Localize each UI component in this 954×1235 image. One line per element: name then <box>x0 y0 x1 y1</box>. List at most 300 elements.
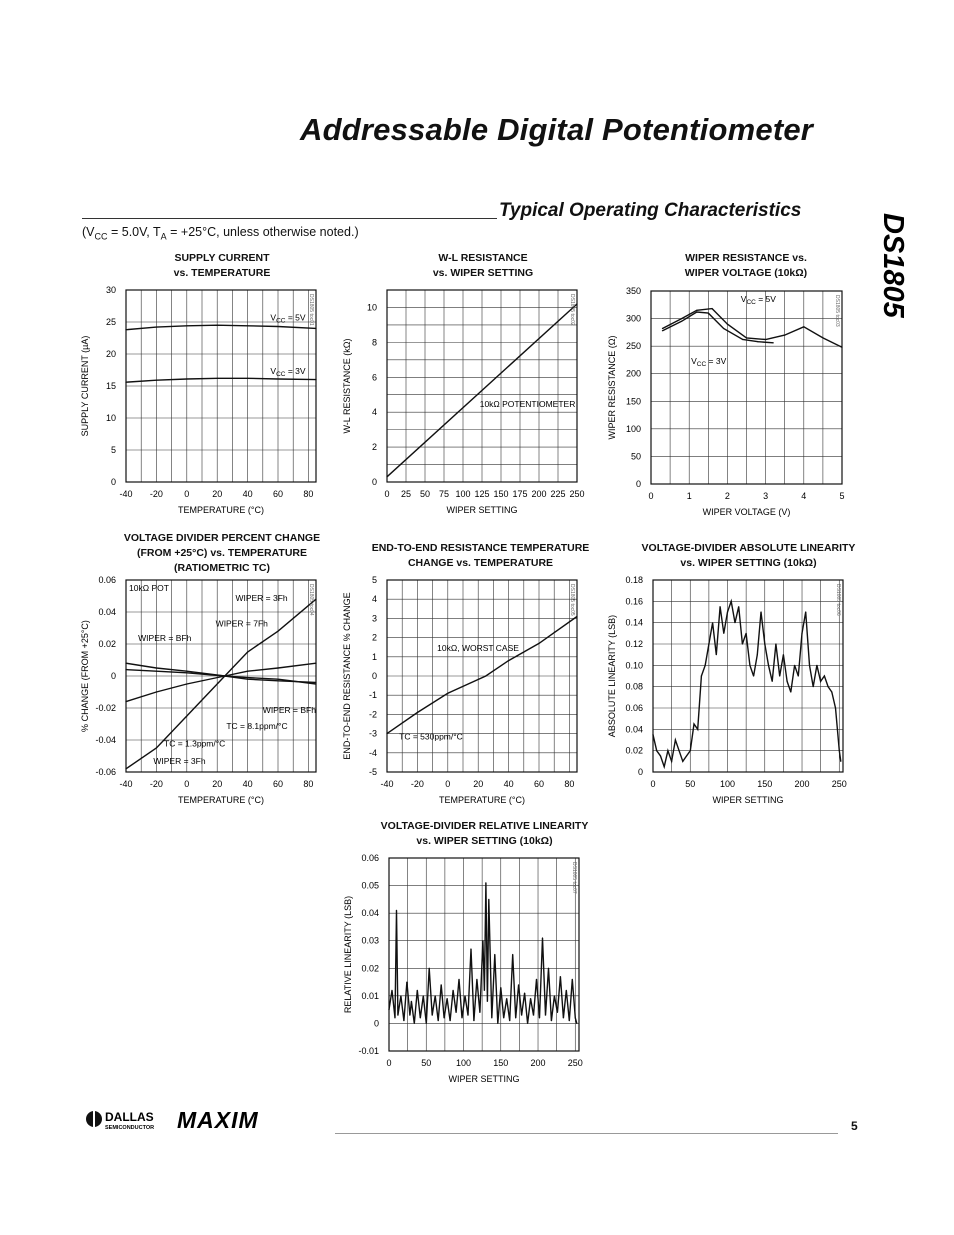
data-point <box>277 679 278 680</box>
data-point <box>125 382 126 383</box>
figure-code: DS1805 toc05 <box>569 584 575 616</box>
chart-title-line: CHANGE vs. TEMPERATURE <box>407 557 554 569</box>
x-tick-label: 250 <box>567 1058 583 1068</box>
data-point <box>545 1015 546 1016</box>
y-tick-label: 0.02 <box>98 639 116 649</box>
conditions-sub: A <box>160 231 167 242</box>
data-point <box>716 654 717 655</box>
data-point <box>576 616 577 617</box>
x-tick-label: 75 <box>438 489 450 499</box>
figure-code: DS1805 toc02 <box>569 294 575 326</box>
data-point <box>809 665 810 666</box>
y-tick-label: 0.14 <box>625 617 643 628</box>
data-point <box>712 308 713 309</box>
data-point <box>515 1017 516 1018</box>
data-point <box>557 1012 558 1013</box>
data-point <box>315 599 316 600</box>
data-point <box>403 1020 404 1021</box>
y-tick-label: 0.03 <box>361 935 379 946</box>
y-tick-label: -0.06 <box>95 767 116 777</box>
data-point <box>839 750 840 751</box>
data-point <box>773 342 774 343</box>
data-point <box>455 1012 456 1013</box>
y-tick-label: 0.18 <box>625 575 643 585</box>
data-point <box>247 651 248 652</box>
figure-code: DS1805 toc06 <box>835 584 841 616</box>
data-point <box>414 1023 415 1024</box>
y-tick-label: -0.01 <box>358 1046 379 1056</box>
x-tick-label: 200 <box>794 779 810 789</box>
y-tick-label: 0.08 <box>625 681 643 692</box>
data-point <box>768 665 769 666</box>
x-tick-label: 50 <box>421 1058 432 1068</box>
data-point <box>712 622 713 623</box>
data-point <box>576 303 577 304</box>
data-point <box>125 329 126 330</box>
x-tick-label: 0 <box>650 779 656 789</box>
y-tick-label: 300 <box>625 313 641 324</box>
data-point <box>156 380 157 381</box>
y-axis-label: END-TO-END RESISTANCE % CHANGE <box>342 592 352 760</box>
data-point <box>509 1020 510 1021</box>
data-point <box>835 707 836 708</box>
y-tick-label: -5 <box>368 767 377 777</box>
data-point <box>435 995 436 996</box>
annotation: 10kΩ, WORST CASE <box>437 643 519 654</box>
data-point <box>749 665 750 666</box>
data-point <box>391 990 392 991</box>
data-point <box>530 998 531 999</box>
y-tick-label: 20 <box>105 349 116 359</box>
data-point <box>452 990 453 991</box>
data-point <box>186 672 187 673</box>
chart-title-line: WIPER RESISTANCE vs. <box>685 252 807 264</box>
data-point <box>787 681 788 682</box>
data-point <box>432 1015 433 1016</box>
data-point <box>681 318 682 319</box>
x-tick-label: 40 <box>242 489 253 499</box>
y-tick-label: 2 <box>371 442 377 453</box>
y-tick-label: 0.06 <box>98 575 116 585</box>
y-tick-label: 0.12 <box>625 639 643 649</box>
data-point <box>386 733 387 734</box>
annotation: WIPER = BFh <box>138 632 192 643</box>
data-point <box>790 691 791 692</box>
data-point <box>503 1017 504 1018</box>
x-tick-label: 175 <box>512 489 528 499</box>
data-point <box>827 686 828 687</box>
data-point <box>719 606 720 607</box>
chart-c7 <box>343 853 583 1084</box>
data-point <box>508 660 509 661</box>
annotation-part: = 5V <box>755 294 776 305</box>
series-line <box>126 378 316 382</box>
annotation-sub: CC <box>696 360 707 368</box>
chart-title-line: WIPER VOLTAGE (10kΩ) <box>684 267 808 279</box>
y-tick-label: 150 <box>625 396 641 407</box>
data-point <box>757 341 758 342</box>
data-point <box>783 654 784 655</box>
data-point <box>656 750 657 751</box>
y-tick-label: 4 <box>371 407 377 418</box>
data-point <box>394 1017 395 1018</box>
data-point <box>738 606 739 607</box>
x-axis-label: WIPER SETTING <box>448 1074 520 1084</box>
x-tick-label: 20 <box>212 779 223 789</box>
chart-c3 <box>607 286 845 517</box>
data-point <box>569 1020 570 1021</box>
data-point <box>156 671 157 672</box>
data-point <box>277 378 278 379</box>
annotation-part: = 3V <box>285 365 306 376</box>
annotation: 10kΩ POTENTIOMETER <box>479 398 576 409</box>
data-point <box>840 761 841 762</box>
data-point <box>186 715 187 716</box>
data-point <box>824 675 825 676</box>
x-tick-label: 50 <box>685 779 696 789</box>
y-tick-label: 2 <box>371 632 377 643</box>
data-point <box>660 755 661 756</box>
data-point <box>727 323 728 324</box>
chart-title-line: END-TO-END RESISTANCE TEMPERATURE <box>371 542 590 554</box>
data-point <box>156 667 157 668</box>
data-point <box>566 990 567 991</box>
y-tick-label: 0 <box>371 477 377 487</box>
data-point <box>277 326 278 327</box>
data-point <box>409 1015 410 1016</box>
data-point <box>315 328 316 329</box>
x-tick-label: -40 <box>119 779 133 789</box>
data-point <box>816 665 817 666</box>
x-tick-label: 4 <box>801 491 807 501</box>
data-point <box>664 766 665 767</box>
annotation: TC = 8.1ppm/°C <box>226 720 288 731</box>
x-tick-label: -40 <box>119 489 133 499</box>
data-point <box>417 990 418 991</box>
x-tick-label: 2 <box>724 491 730 501</box>
chart-title-line: VOLTAGE DIVIDER PERCENT CHANGE <box>123 532 321 544</box>
data-point <box>506 998 507 999</box>
y-tick-label: 0.06 <box>361 853 379 863</box>
x-tick-label: 200 <box>531 489 547 499</box>
data-point <box>734 622 735 623</box>
data-point <box>491 1017 492 1018</box>
data-point <box>727 611 728 612</box>
data-point <box>652 734 653 735</box>
y-tick-label: 3 <box>371 613 377 624</box>
x-axis-label: WIPER VOLTAGE (V) <box>702 507 791 517</box>
chart-title-line: (RATIOMETRIC TC) <box>173 562 271 574</box>
data-point <box>775 643 776 644</box>
x-tick-label: 80 <box>303 779 314 789</box>
y-tick-label: 250 <box>625 341 641 352</box>
data-point <box>125 701 126 702</box>
annotation: WIPER = 7Fh <box>215 618 268 629</box>
figure-code: DS1805 toc07 <box>571 862 577 894</box>
data-point <box>533 1015 534 1016</box>
data-point <box>397 1015 398 1016</box>
data-point <box>458 979 459 980</box>
x-tick-label: 100 <box>455 1058 472 1068</box>
data-point <box>186 671 187 672</box>
conditions-sub: CC <box>94 231 108 242</box>
data-point <box>217 325 218 326</box>
x-tick-label: 100 <box>455 489 471 499</box>
data-point <box>527 1023 528 1024</box>
data-point <box>575 1017 576 1018</box>
data-point <box>794 665 795 666</box>
dallas-logo-text: DALLAS <box>105 1110 154 1124</box>
data-point <box>539 1017 540 1018</box>
y-tick-label: 0 <box>635 479 641 489</box>
annotation-part: V <box>691 355 697 366</box>
y-tick-label: 6 <box>371 372 377 383</box>
data-point <box>441 984 442 985</box>
data-point <box>386 476 387 477</box>
x-tick-label: 40 <box>503 779 514 789</box>
data-point <box>518 984 519 985</box>
y-tick-label: 5 <box>110 445 116 455</box>
data-point <box>696 310 697 311</box>
annotation <box>691 356 726 368</box>
x-tick-label: 5 <box>839 491 845 501</box>
y-tick-label: 0 <box>373 1018 379 1029</box>
data-point <box>482 940 483 941</box>
annotation-sub: CC <box>276 317 286 325</box>
y-tick-label: 0 <box>637 767 643 777</box>
data-point <box>487 1001 488 1002</box>
x-tick-label: 80 <box>564 779 575 789</box>
x-tick-label: 200 <box>530 1058 546 1068</box>
data-point <box>760 611 761 612</box>
y-axis-label: % CHANGE (FROM +25°C) <box>80 620 90 732</box>
chart-c5 <box>342 575 578 805</box>
y-tick-label: 10 <box>366 302 377 313</box>
y-tick-label: -4 <box>368 747 377 758</box>
data-point <box>388 1009 389 1010</box>
annotation <box>270 366 305 378</box>
data-point <box>512 954 513 955</box>
data-point <box>742 643 743 644</box>
page-number: 5 <box>851 1119 858 1133</box>
data-point <box>449 1020 450 1021</box>
x-axis-label: TEMPERATURE (°C) <box>178 795 264 805</box>
y-axis-label: ABSOLUTE LINEARITY (LSB) <box>607 614 617 738</box>
series-line <box>126 325 316 330</box>
annotation: 10kΩ POT <box>129 583 169 594</box>
x-tick-label: 20 <box>212 489 223 499</box>
data-point <box>801 633 802 634</box>
data-point <box>315 682 316 683</box>
data-point <box>746 633 747 634</box>
data-point <box>548 968 549 969</box>
x-tick-label: 125 <box>474 489 490 499</box>
data-point <box>277 631 278 632</box>
data-point <box>524 993 525 994</box>
y-tick-label: 200 <box>625 368 641 379</box>
data-point <box>247 671 248 672</box>
data-point <box>461 1017 462 1018</box>
data-point <box>784 335 785 336</box>
data-point <box>667 750 668 751</box>
x-tick-label: 20 <box>473 779 484 789</box>
data-point <box>444 1017 445 1018</box>
x-tick-label: -20 <box>410 779 424 789</box>
y-tick-label: 1 <box>371 651 377 662</box>
x-tick-label: 0 <box>386 1058 392 1068</box>
x-tick-label: 50 <box>419 489 431 499</box>
x-tick-label: 60 <box>272 779 284 789</box>
data-point <box>156 327 157 328</box>
x-tick-label: 60 <box>272 489 284 499</box>
dallas-logo <box>86 1110 154 1131</box>
x-tick-label: 100 <box>719 779 736 789</box>
data-point <box>247 677 248 678</box>
data-point <box>560 976 561 977</box>
y-tick-label: 0.06 <box>625 703 643 713</box>
maxim-logo: MAXIM <box>177 1107 259 1132</box>
x-tick-label: -20 <box>149 489 163 499</box>
data-point <box>125 669 126 670</box>
x-axis-label: WIPER SETTING <box>712 795 784 805</box>
y-tick-label: 0.10 <box>625 660 643 671</box>
x-tick-label: 0 <box>648 491 654 501</box>
data-point <box>315 683 316 684</box>
data-point <box>156 747 157 748</box>
page-title: Addressable Digital Potentiometer <box>300 112 814 147</box>
data-point <box>551 1020 552 1021</box>
y-tick-label: 0.02 <box>625 745 643 756</box>
x-tick-label: 25 <box>400 489 412 499</box>
section-title: Typical Operating Characteristics <box>499 200 802 221</box>
data-point <box>831 691 832 692</box>
x-tick-label: 0 <box>184 779 190 789</box>
data-point <box>156 691 157 692</box>
data-point <box>420 1017 421 1018</box>
data-point <box>678 750 679 751</box>
conditions-part: = 5.0V, T <box>107 225 161 239</box>
x-axis-label: TEMPERATURE (°C) <box>178 505 264 515</box>
data-point <box>125 663 126 664</box>
x-tick-label: -40 <box>380 779 394 789</box>
data-point <box>400 995 401 996</box>
annotation-sub: CC <box>746 299 756 307</box>
x-tick-label: 3 <box>763 491 769 501</box>
annotation-part: V <box>740 294 747 305</box>
data-point <box>563 1017 564 1018</box>
annotation-part: = 5V <box>285 312 306 323</box>
chart-title-line: SUPPLY CURRENT <box>174 252 270 264</box>
data-point <box>742 339 743 340</box>
data-point <box>186 325 187 326</box>
y-axis-label: RELATIVE LINEARITY (LSB) <box>343 895 353 1014</box>
annotation: WIPER = BFh <box>262 704 316 715</box>
data-point <box>186 378 187 379</box>
figure-code: DS1805 toc03 <box>834 295 840 327</box>
chart-c6 <box>607 575 847 805</box>
x-tick-label: 60 <box>533 779 545 789</box>
dallas-mark-stripe <box>93 1111 95 1127</box>
data-point <box>841 347 842 348</box>
y-tick-label: 0 <box>110 671 116 681</box>
x-tick-label: 250 <box>831 779 847 789</box>
annotation: TC = 530ppm/°C <box>399 731 463 742</box>
footer-rule <box>335 1133 838 1134</box>
part-number-text: DS1805 <box>877 213 909 318</box>
y-tick-label: 5 <box>371 575 377 585</box>
annotation-part: V <box>270 312 277 323</box>
data-point <box>429 968 430 969</box>
data-point <box>186 683 187 684</box>
data-point <box>686 755 687 756</box>
data-point <box>484 990 485 991</box>
chart-c4 <box>80 575 317 805</box>
data-point <box>798 675 799 676</box>
data-point <box>731 601 732 602</box>
x-tick-label: 1 <box>686 491 692 501</box>
y-axis-label: W-L RESISTANCE (kΩ) <box>342 338 352 434</box>
data-point <box>447 998 448 999</box>
data-point <box>803 326 804 327</box>
x-tick-label: 150 <box>493 489 509 499</box>
x-tick-label: 0 <box>184 489 190 499</box>
data-point <box>277 667 278 668</box>
y-tick-label: -1 <box>368 690 377 701</box>
annotation-part: = 3V <box>706 355 727 366</box>
annotation <box>270 313 305 325</box>
figure-code: DS1805 toc04 <box>308 584 314 616</box>
annotation: WIPER = 3Fh <box>235 592 288 603</box>
data-point <box>417 712 418 713</box>
data-point <box>224 675 225 676</box>
data-point <box>315 379 316 380</box>
data-point <box>671 761 672 762</box>
dallas-logo-subtext: SEMICONDUCTOR <box>105 1125 155 1131</box>
data-point <box>696 311 697 312</box>
y-tick-label: 8 <box>371 337 377 348</box>
series-line <box>126 663 316 701</box>
data-point <box>813 686 814 687</box>
chart-c2 <box>342 290 585 515</box>
y-tick-label: 350 <box>625 286 641 296</box>
chart-title-line: vs. TEMPERATURE <box>173 267 271 279</box>
series-line <box>387 617 577 734</box>
annotation: TC = 1.3ppm/°C <box>164 738 226 749</box>
y-tick-label: 30 <box>105 285 116 295</box>
x-tick-label: 0 <box>445 779 451 789</box>
y-tick-label: 0.04 <box>625 724 643 735</box>
chart-c1 <box>80 285 317 515</box>
y-tick-label: -0.02 <box>95 703 116 713</box>
data-point <box>708 312 709 313</box>
series-line <box>389 883 577 1024</box>
data-point <box>746 337 747 338</box>
y-tick-label: 0.02 <box>361 963 379 974</box>
data-point <box>500 987 501 988</box>
data-point <box>488 899 489 900</box>
y-tick-label: 0.04 <box>98 607 116 617</box>
y-tick-label: 100 <box>625 423 641 434</box>
data-point <box>779 675 780 676</box>
y-tick-label: 0.04 <box>361 908 379 919</box>
y-tick-label: -3 <box>368 728 377 739</box>
data-point <box>536 979 537 980</box>
data-point <box>805 611 806 612</box>
y-tick-label: 10 <box>105 413 116 423</box>
data-point <box>538 643 539 644</box>
data-point <box>723 328 724 329</box>
chart-title-line: vs. WIPER SETTING (10kΩ) <box>680 557 817 569</box>
